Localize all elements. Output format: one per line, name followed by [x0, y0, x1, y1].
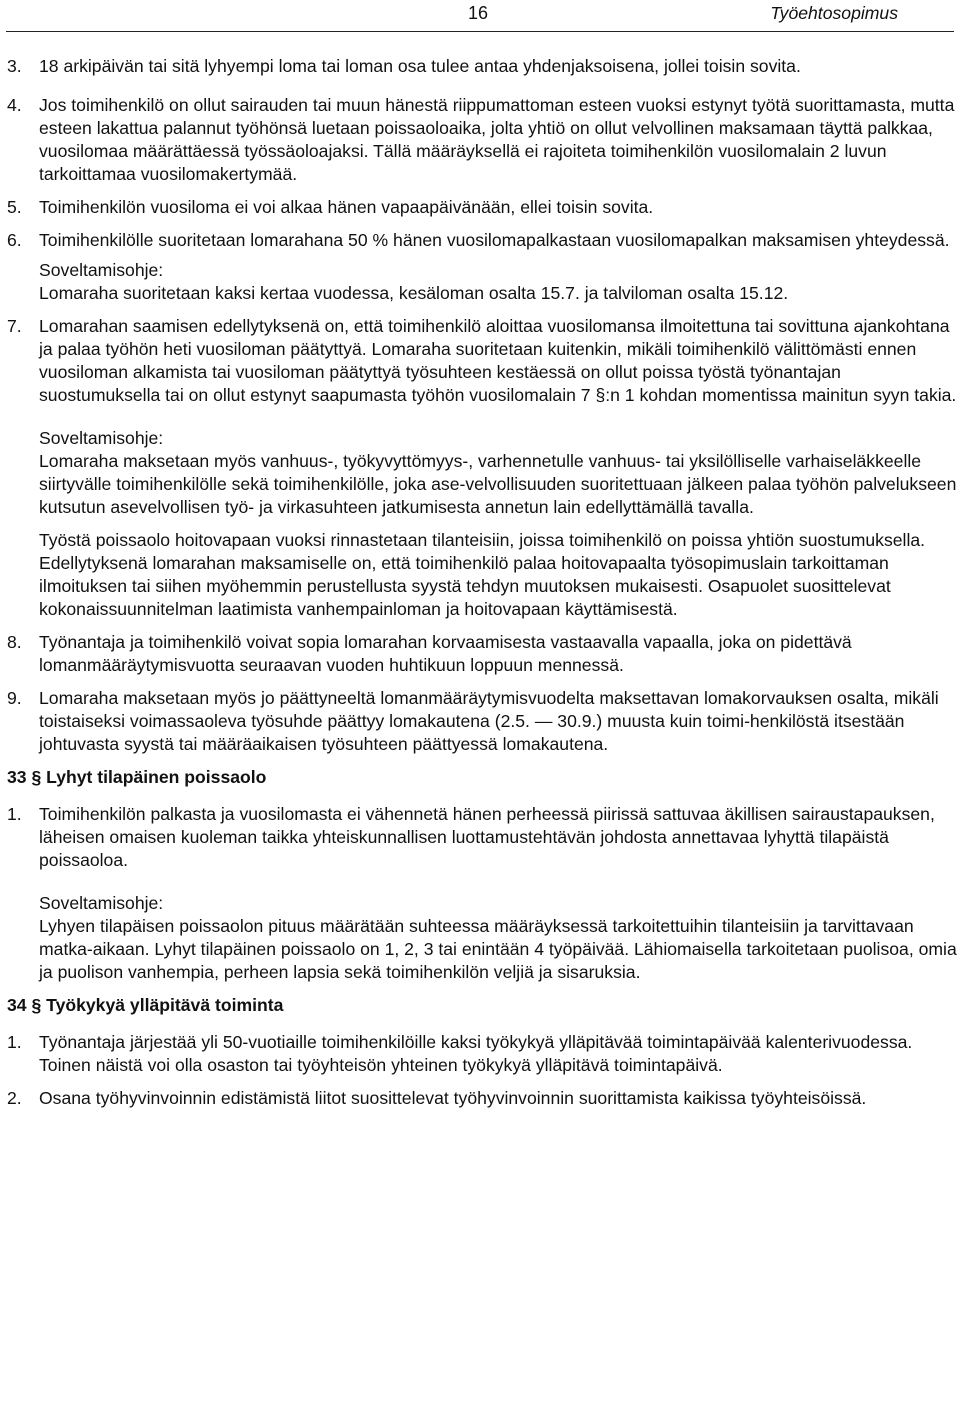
item-number: 4. [7, 95, 22, 115]
page-header [0, 0, 960, 34]
item-number: 6. [7, 230, 22, 250]
section-heading: 33 § Lyhyt tilapäinen poissaolo [7, 767, 267, 787]
list-item [7, 315, 957, 621]
note-label: Soveltamisohje: [39, 260, 164, 280]
item-number: 8. [7, 632, 22, 652]
note-text: Työstä poissaolo hoitovapaan vuoksi rinnastetaan tilanteisiin, joissa toimihenkilö on poissa yhtiön suostumuksella. Edellytyksenä lomarahan maksamiselle on, että toimihenkilö palaa hoitovapaalta työsopimuslain tarkoittaman ilmoituksen tai siihen myöhemmin perustellusta syystä tehdyn muutoksen mukaisesti. Osapuolet suosittelevat kokonaissuunnitelman laatimista vanhempainloman ja hoitovapaan käyttämisestä. [39, 530, 926, 619]
item-text: Työnantaja järjestää yli 50-vuotiaille toimihenkilöille kaksi työkykyä ylläpitävää toimintapäivää kalenterivuodessa. Toinen näistä voi olla osaston tai työyhteisön yhteinen työkykyä ylläpitävä toimintapäivä. [39, 1032, 913, 1075]
item-text: Jos toimihenkilö on ollut sairauden tai muun hänestä riippumattoman esteen vuoksi estynyt työtä suorittamasta, mutta esteen lakattua palannut työhönsä luetaan poissaoloaika, jolta yhtiö on ollut velvollinen maksamaan täyttä palkkaa, vuosilomaa määrättäessä työssäoloajaksi. Tällä määräyksellä ei rajoiteta toimihenkilön vuosilomalain 2 luvun tarkoittamaa vuosilomakertymää. [39, 95, 955, 184]
list-item [7, 631, 957, 677]
list-item [7, 1031, 957, 1077]
item-text: Osana työhyvinvoinnin edistämistä liitot suosittelevat työhyvinvoinnin suorittamista kaikissa työyhteisöissä. [39, 1088, 867, 1108]
item-text: Lomarahan saamisen edellytyksenä on, että toimihenkilö aloittaa vuosilomansa ilmoitettuna tai sovittuna ajankohtana ja palaa työhön heti vuosiloman päätyttyä. Lomaraha suoritetaan kuitenkin, mikäli toimihenkilö välittömästi ennen vuosiloman alkamista tai vuosiloman päätyttyä työsuhteen kestäessä on ollut poissa työstä työnantajan suostumuksella tai on ollut estynyt saapumasta työhön vuosilomalain 7 §:n 1 kohdan momentissa mainitun syyn takia. [39, 316, 957, 405]
header-rule [6, 31, 954, 32]
list-item [7, 94, 957, 186]
item-number: 5. [7, 197, 22, 217]
item-number: 3. [7, 56, 22, 76]
section-heading: 34 § Työkykyä ylläpitävä toiminta [7, 995, 284, 1015]
list-item [7, 803, 957, 984]
item-number: 7. [7, 316, 22, 336]
item-text: Työnantaja ja toimihenkilö voivat sopia lomarahan korvaamisesta vastaavalla vapaalla, joka on pidettävä lomanmääräytymisvuotta seuraavan vuoden huhtikuun loppuun mennessä. [39, 632, 852, 675]
note-text: Lyhyen tilapäisen poissaolon pituus määrätään suhteessa määräyksessä tarkoitettuihin tilanteisiin ja tarvittavaan matka-aikaan. Lyhyt tilapäinen poissaolo on 1, 2, 3 tai enintään 4 työpäivää. Lähiomaisella tarkoitetaan puolisoa, omia ja puolison vanhempia, perheen lapsia sekä toimihenkilön veljiä ja sisaruksia. [39, 916, 957, 982]
document-body [7, 55, 957, 1120]
item-number: 1. [7, 1032, 22, 1052]
list-item [7, 196, 957, 219]
note-text: Lomaraha suoritetaan kaksi kertaa vuodessa, kesäloman osalta 15.7. ja talviloman osalta 15.12. [39, 283, 789, 303]
item-text: Lomaraha maksetaan myös jo päättyneeltä lomanmääräytymisvuodelta maksettavan lomakorvauksen osalta, mikäli toistaiseksi voimassaoleva työsuhde päättyy lomakautena (2.5. — 30.9.) muusta kuin toimi-henkilöstä itsestään johtuvasta syystä tai määräaikaisen työsuhteen päättyessä lomakautena. [39, 688, 939, 754]
list-item [7, 1087, 957, 1110]
item-number: 1. [7, 804, 22, 824]
item-text: Toimihenkilön palkasta ja vuosilomasta ei vähennetä hänen perheessä piirissä sattuvaa äkillisen sairaustapauksen, läheisen omaisen kuoleman taikka yhteiskunnallisen luottamustehtävän johdosta annettavaa lyhyttä tilapäistä poissaoloa. [39, 804, 935, 870]
item-number: 9. [7, 688, 22, 708]
list-item [7, 55, 957, 78]
item-text: Toimihenkilölle suoritetaan lomarahana 50 % hänen vuosilomapalkastaan vuosilomapalkan maksamisen yhteydessä. [39, 230, 950, 250]
note-text: Lomaraha maksetaan myös vanhuus-, työkyvyttömyys-, varhennetulle vanhuus- tai yksilölliselle varhaiseläkkeelle siirtyvälle toimihenkilölle sekä toimihenkilölle, joka ase-velvollisuuden suoritettuaan jälkeen palaa työhön palvelukseen kutsutun asevelvollisen työ- ja virkasuhteen jatkumisesta annetun lain edellyttämällä tavalla. [39, 451, 957, 517]
item-text: 18 arkipäivän tai sitä lyhyempi loma tai loman osa tulee antaa yhdenjaksoisena, jollei toisin sovita. [39, 56, 801, 76]
list-item [7, 229, 957, 305]
note-label: Soveltamisohje: [39, 893, 164, 913]
running-title: Työehtosopimus [770, 3, 898, 23]
item-number: 2. [7, 1088, 22, 1108]
list-item [7, 687, 957, 756]
item-text: Toimihenkilön vuosiloma ei voi alkaa hänen vapaapäivänään, ellei toisin sovita. [39, 197, 654, 217]
page-number: 16 [468, 3, 489, 23]
note-label: Soveltamisohje: [39, 428, 164, 448]
